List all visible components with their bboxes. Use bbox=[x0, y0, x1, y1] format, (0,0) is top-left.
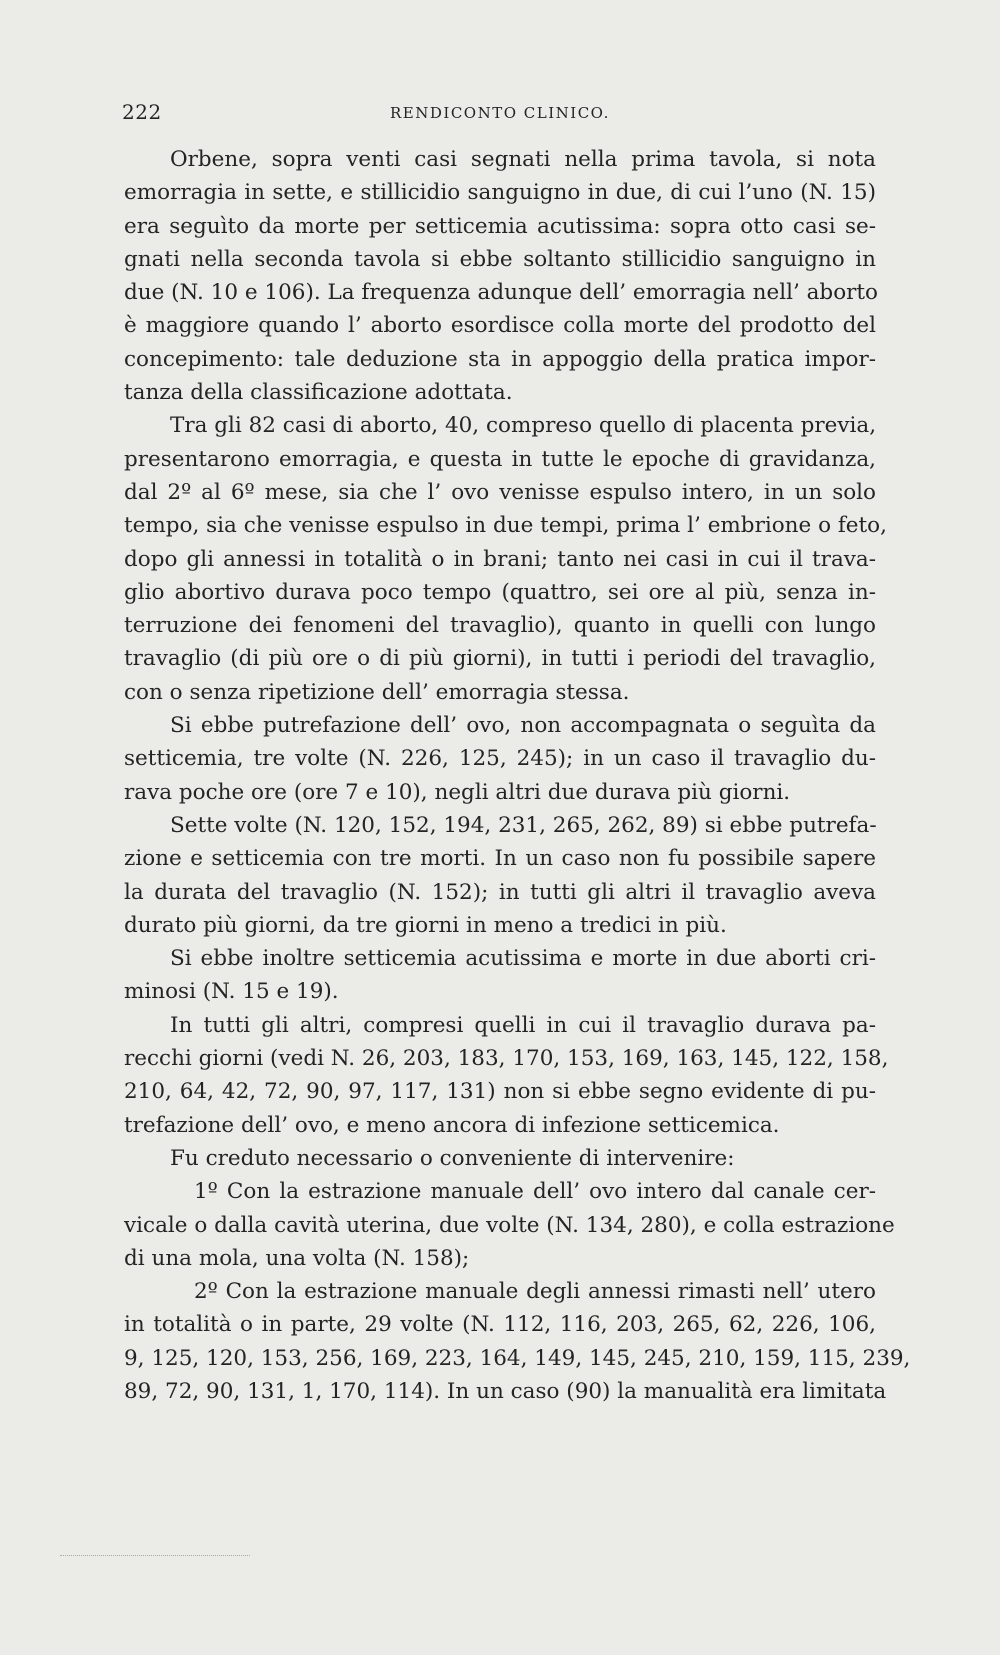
text-line: 9, 125, 120, 153, 256, 169, 223, 164, 149, 145, 245, 210, 159, 115, 239, bbox=[124, 1345, 911, 1371]
text-line: 89, 72, 90, 131, 1, 170, 114). In un caso (90) la manualità era limitata bbox=[124, 1378, 887, 1404]
text-line: trefazione dell’ ovo, e meno ancora di infezione setticemica. bbox=[124, 1112, 780, 1138]
text-line: durato più giorni, da tre giorni in meno a tredici in più. bbox=[124, 912, 727, 938]
text-line: Orbene, sopra venti casi segnati nella prima tavola, si nota bbox=[170, 147, 876, 172]
text-line: Sette volte (N. 120, 152, 194, 231, 265, 262, 89) si ebbe putrefa- bbox=[170, 812, 877, 838]
text-line: recchi giorni (vedi N. 26, 203, 183, 170, 153, 169, 163, 145, 122, 158, bbox=[124, 1046, 889, 1072]
text-line: glio abortivo durava poco tempo (quattro, sei ore al più, senza in- bbox=[124, 579, 876, 605]
text-line: terruzione dei fenomeni del travaglio), quanto in quelli con lungo bbox=[124, 613, 876, 639]
body-text bbox=[124, 143, 911, 1408]
page-number: 222 bbox=[122, 100, 162, 124]
text-line: gnati nella seconda tavola si ebbe soltanto stillicidio sanguigno in bbox=[124, 246, 876, 272]
text-line: zione e setticemia con tre morti. In un caso non fu possibile sapere bbox=[124, 846, 876, 872]
text-line: la durata del travaglio (N. 152); in tutti gli altri il travaglio aveva bbox=[124, 879, 876, 905]
text-line: 1º Con la estrazione manuale dell’ ovo intero dal canale cer- bbox=[194, 1179, 876, 1205]
text-line: tanza della classificazione adottata. bbox=[124, 380, 513, 406]
scan-artifact bbox=[60, 1555, 250, 1557]
text-line: concepimento: tale deduzione sta in appoggio della pratica impor- bbox=[124, 346, 876, 372]
text-line: dal 2º al 6º mese, sia che l’ ovo venisse espulso intero, in un solo bbox=[124, 479, 876, 505]
text-line: vicale o dalla cavità uterina, due volte (N. 134, 280), e colla estrazione bbox=[124, 1212, 895, 1238]
text-line: Tra gli 82 casi di aborto, 40, compreso quello di placenta previa, bbox=[170, 413, 877, 439]
text-line: dopo gli annessi in totalità o in brani; tanto nei casi in cui il trava- bbox=[124, 546, 876, 572]
text-line: Si ebbe inoltre setticemia acutissima e morte in due aborti cri- bbox=[170, 946, 876, 972]
text-line: Fu creduto necessario o conveniente di intervenire: bbox=[170, 1145, 735, 1171]
text-line: minosi (N. 15 e 19). bbox=[124, 979, 339, 1005]
text-line: setticemia, tre volte (N. 226, 125, 245); in un caso il travaglio du- bbox=[124, 746, 876, 772]
text-line: due (N. 10 e 106). La frequenza adunque dell’ emorragia nell’ aborto bbox=[124, 280, 879, 306]
running-title: RENDICONTO CLINICO. bbox=[390, 104, 610, 122]
text-line: tempo, sia che venisse espulso in due tempi, prima l’ embrione o feto, bbox=[124, 513, 887, 539]
text-line: rava poche ore (ore 7 e 10), negli altri due durava più giorni. bbox=[124, 779, 791, 805]
text-line: con o senza ripetizione dell’ emorragia stessa. bbox=[124, 679, 630, 705]
text-line: di una mola, una volta (N. 158); bbox=[124, 1245, 470, 1271]
text-line: emorragia in sette, e stillicidio sanguigno in due, di cui l’uno (N. 15) bbox=[124, 180, 876, 206]
text-line: in totalità o in parte, 29 volte (N. 112, 116, 203, 265, 62, 226, 106, bbox=[124, 1312, 876, 1338]
text-line: 210, 64, 42, 72, 90, 97, 117, 131) non si ebbe segno evidente di pu- bbox=[124, 1079, 876, 1105]
text-line: è maggiore quando l’ aborto esordisce colla morte del prodotto del bbox=[124, 313, 876, 339]
text-line: Si ebbe putrefazione dell’ ovo, non accompagnata o seguìta da bbox=[170, 713, 876, 739]
text-line: era seguìto da morte per setticemia acutissima: sopra otto casi se- bbox=[124, 213, 876, 239]
page-header bbox=[122, 100, 882, 130]
text-line: travaglio (di più ore o di più giorni), in tutti i periodi del travaglio, bbox=[124, 646, 876, 672]
text-line: In tutti gli altri, compresi quelli in cui il travaglio durava pa- bbox=[170, 1012, 876, 1038]
text-line: 2º Con la estrazione manuale degli annessi rimasti nell’ utero bbox=[194, 1279, 876, 1305]
text-line: presentarono emorragia, e questa in tutte le epoche di gravidanza, bbox=[124, 446, 876, 472]
